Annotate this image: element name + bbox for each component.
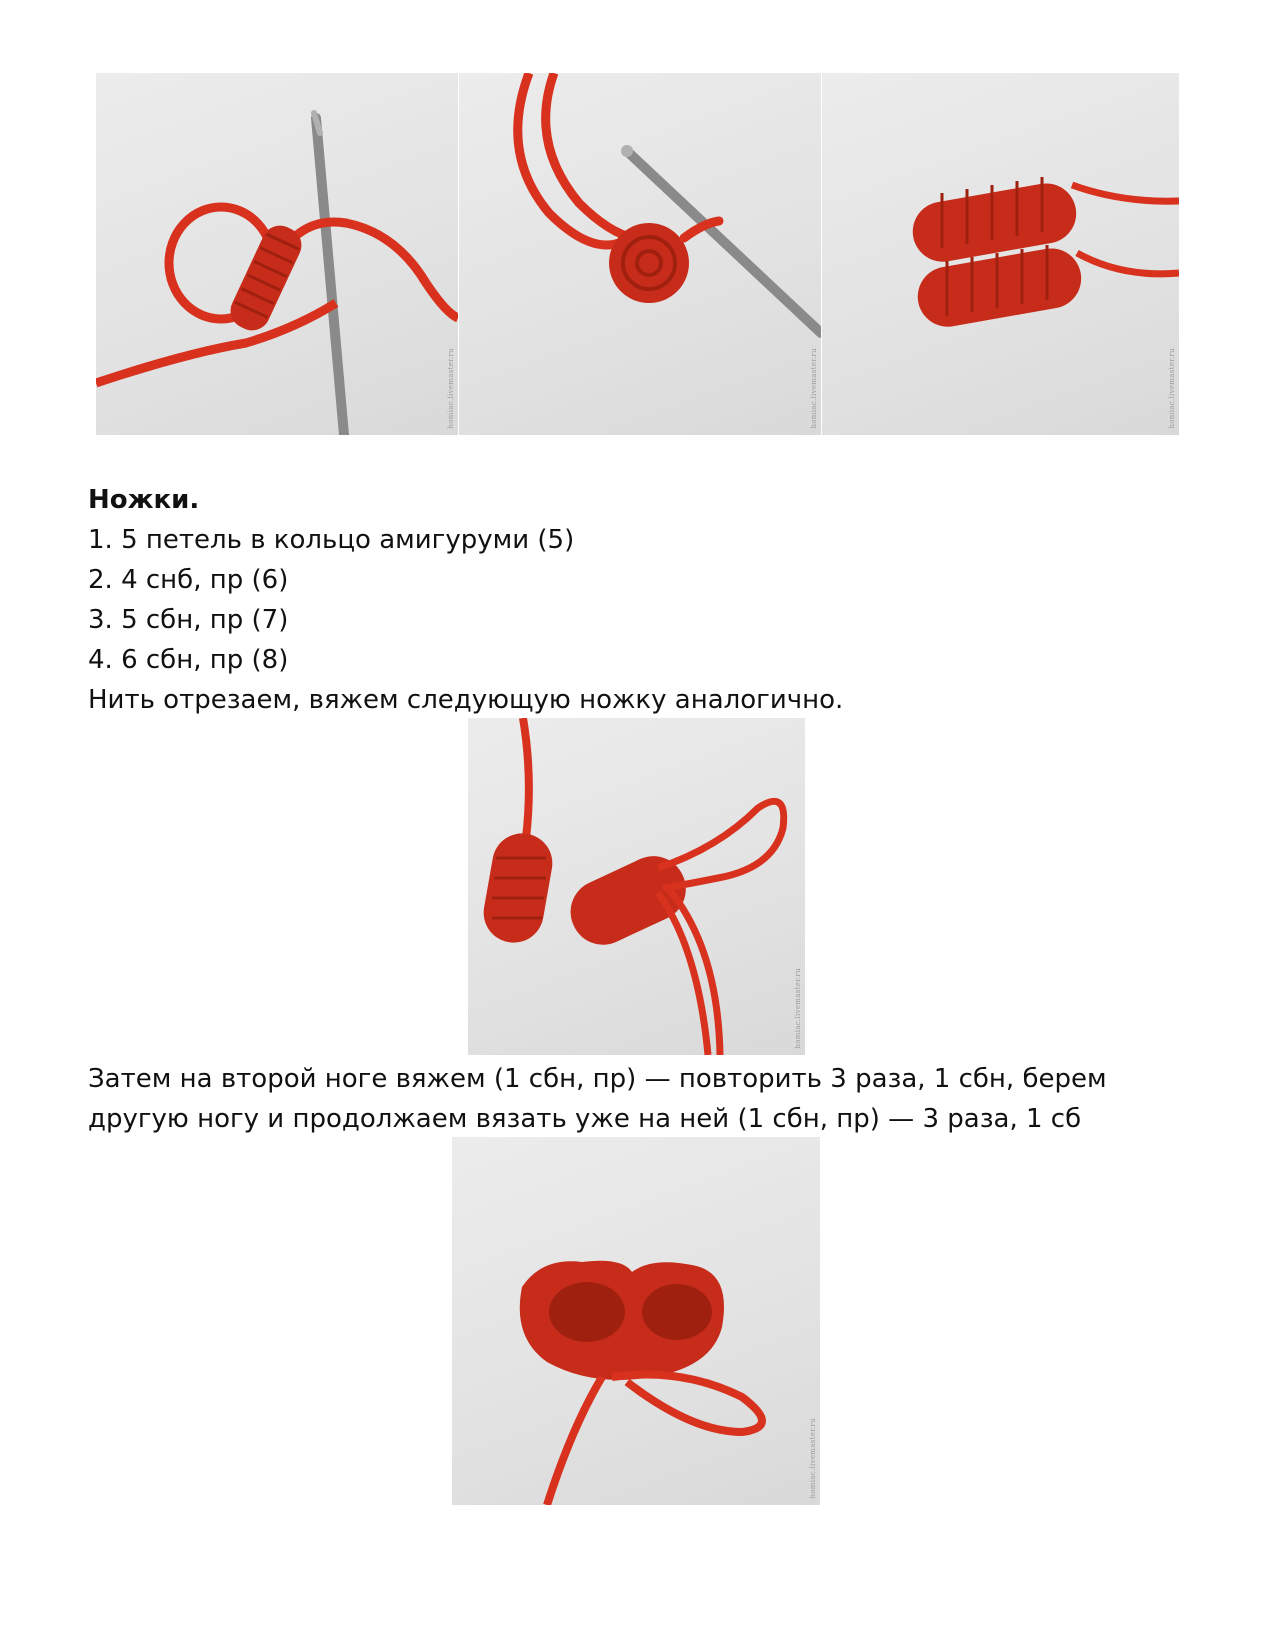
- crochet-ring-on-hook-icon: [96, 73, 458, 435]
- crochet-circle-photo: [459, 73, 821, 435]
- step-line: 3. 5 сбн, пр (7): [88, 605, 289, 635]
- watermark: homiac.livemaster.ru: [1168, 348, 1176, 429]
- crochet-ring-photo: [96, 73, 458, 435]
- watermark: homiac.livemaster.ru: [447, 348, 455, 429]
- joined-legs-icon: [452, 1137, 820, 1505]
- paragraph-line: другую ногу и продолжаем вязать уже на ней (1 сбн, пр) — 3 раза, 1 сб: [88, 1104, 1082, 1134]
- section-heading: Ножки.: [88, 485, 200, 515]
- two-legs-with-loop-icon: [468, 718, 805, 1055]
- legs-with-loop-photo: [468, 718, 805, 1055]
- step-line: 2. 4 снб, пр (6): [88, 565, 289, 595]
- two-crochet-legs-icon: [822, 73, 1179, 435]
- watermark: homiac.livemaster.ru: [794, 968, 802, 1049]
- watermark: homiac.livemaster.ru: [810, 348, 818, 429]
- watermark: homiac.livemaster.ru: [809, 1418, 817, 1499]
- joined-legs-photo: [452, 1137, 820, 1505]
- step-line: 4. 6 сбн, пр (8): [88, 645, 289, 675]
- crochet-circle-on-hook-icon: [459, 73, 821, 435]
- note-line: Нить отрезаем, вяжем следующую ножку аналогично.: [88, 685, 844, 715]
- paragraph-line: Затем на второй ноге вяжем (1 сбн, пр) — повторить 3 раза, 1 сбн, берем: [88, 1064, 1107, 1094]
- two-legs-photo: [822, 73, 1179, 435]
- step-line: 1. 5 петель в кольцо амигуруми (5): [88, 525, 575, 555]
